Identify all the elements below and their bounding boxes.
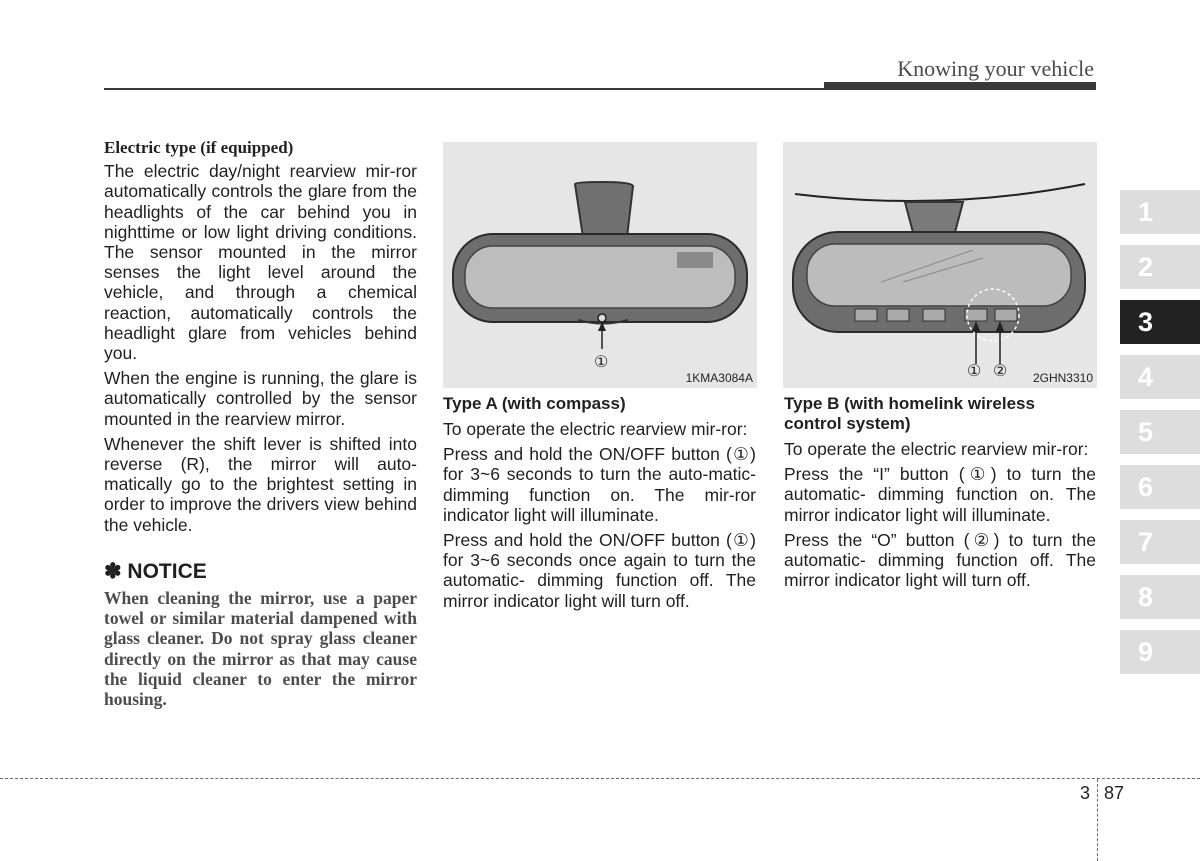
paragraph: Press and hold the ON/OFF button (①) for 3~6 seconds to turn the auto-matic- dimming function on. The mir-ror indicator light will illuminate.	[443, 444, 756, 525]
chapter-tab-6[interactable]: 6	[1120, 465, 1200, 509]
paragraph: Press and hold the ON/OFF button (①) for 3~6 seconds once again to turn the automatic- dimming function off. The mirror indicator light will turn off.	[443, 530, 756, 611]
header-title: Knowing your vehicle	[897, 56, 1094, 81]
header-rule-accent	[824, 82, 1096, 90]
callout-1: ①	[967, 363, 982, 380]
chapter-tab-7[interactable]: 7	[1120, 520, 1200, 564]
callout-1: ①	[594, 354, 609, 371]
paragraph: The electric day/night rearview mir-ror automatically controls the glare from the headlights of the car behind you in nighttime or low light driving conditions. The sensor mounted in the mirror senses the light level around the vehicle, and through a chemical reaction, automatically controls the headlight glare from vehicles behind you.	[104, 161, 417, 364]
chapter-tab-3[interactable]: 3	[1120, 300, 1200, 344]
paragraph: Whenever the shift lever is shifted into reverse (R), the mirror will auto-matically go to the brightest setting in order to improve the drivers view behind the vehicle.	[104, 433, 417, 535]
chapter-tab-2[interactable]: 2	[1120, 245, 1200, 289]
chapter-tab-9[interactable]: 9	[1120, 630, 1200, 674]
chapter-tab-8[interactable]: 8	[1120, 575, 1200, 619]
chapter-tab-1[interactable]: 1	[1120, 190, 1200, 234]
figure-type-b-mirror	[783, 142, 1097, 388]
chapter-tab-5[interactable]: 5	[1120, 410, 1200, 454]
notice-heading: ✽ NOTICE	[104, 559, 207, 583]
callout-2: ②	[993, 363, 1008, 380]
figure-caption: Type B (with homelink wireless control system)	[784, 394, 1035, 433]
footer-divider	[1097, 779, 1098, 861]
paragraph: To operate the electric rearview mir-ror:	[784, 439, 1089, 459]
paragraph: Press the “O” button (②) to turn the automatic- dimming function off. The mirror indicator light will turn off.	[784, 529, 1096, 591]
left-column	[104, 138, 417, 709]
footer-rule	[0, 778, 1200, 779]
figure-type-a-mirror	[443, 142, 757, 388]
chapter-tab-4[interactable]: 4	[1120, 355, 1200, 399]
page-number: 87	[1104, 783, 1125, 803]
figure-code: 1KMA3084A	[685, 371, 753, 385]
paragraph: To operate the electric rearview mir-ror:	[443, 419, 748, 439]
middle-column	[443, 394, 756, 616]
right-column	[784, 394, 1096, 595]
figure-caption: Type A (with compass)	[443, 394, 626, 413]
section-subheading: Electric type (if equipped)	[104, 138, 294, 157]
page-chapter: 3	[1080, 783, 1091, 803]
paragraph: When the engine is running, the glare is automatically controlled by the sensor mounted in the rearview mirror.	[104, 368, 417, 429]
chapter-tabs	[1120, 190, 1200, 685]
figure-code: 2GHN3310	[1032, 371, 1093, 385]
paragraph: Press the “I” button (①) to turn the automatic- dimming function on. The mirror indicator light will illuminate.	[784, 464, 1096, 525]
mirror-type-b-illustration	[783, 142, 1097, 388]
notice-text: When cleaning the mirror, use a paper towel or similar material dampened with glass cleaner. Do not spray glass cleaner directly on the mirror as that may cause the liquid cleaner to enter the mirror housing.	[104, 588, 417, 710]
